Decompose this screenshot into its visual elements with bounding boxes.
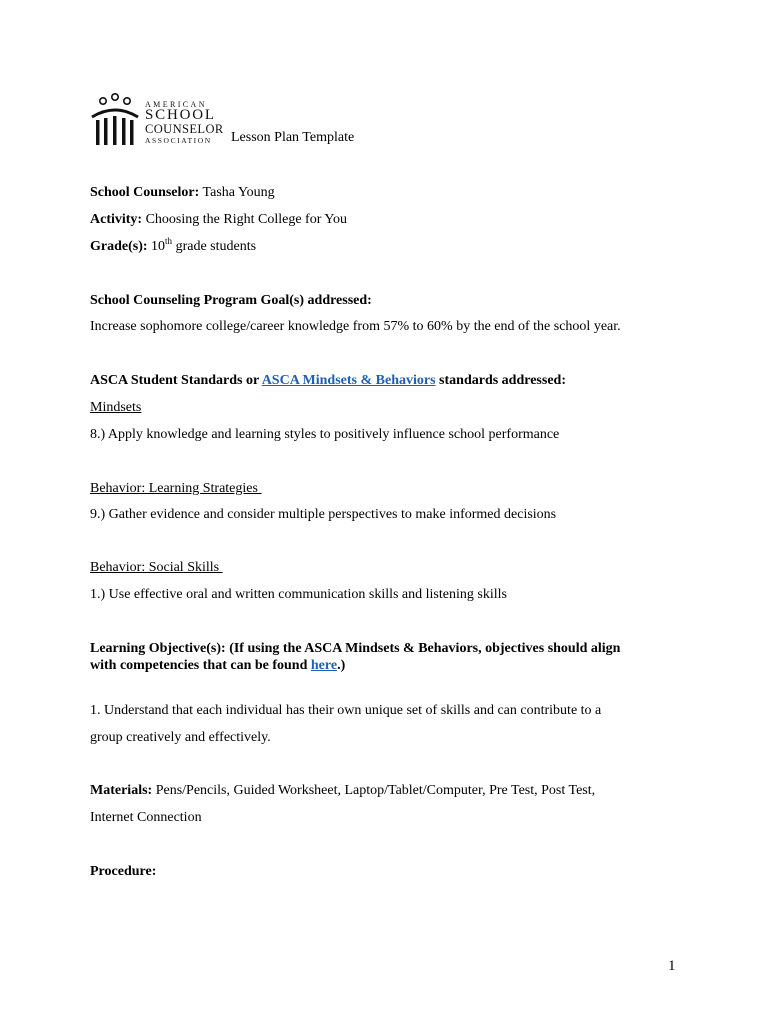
logo-text-american: AMERICAN — [145, 100, 207, 109]
asca-logo — [90, 93, 230, 147]
behavior-learning-label: Behavior: Learning Strategies — [90, 481, 262, 496]
grade-label: Grade(s): — [90, 239, 148, 254]
objectives-heading-line2-pre: with competencies that can be found — [90, 658, 311, 673]
materials-value-line2: Internet Connection — [90, 810, 202, 825]
materials-label: Materials: — [90, 783, 153, 798]
standards-heading-pre: ASCA Student Standards or — [90, 373, 262, 388]
page-number: 1 — [668, 958, 676, 974]
program-goal-heading: School Counseling Program Goal(s) addressed: — [90, 293, 372, 308]
objectives-heading-line1: Learning Objective(s): (If using the ASCA Mindsets & Behaviors, objectives should align — [90, 641, 621, 656]
mindsets-item: 8.) Apply knowledge and learning styles to positively influence school performance — [90, 427, 560, 442]
materials-line1 — [90, 782, 595, 800]
procedure-label: Procedure: — [90, 864, 157, 879]
grade-value-text: grade students — [172, 239, 257, 254]
document-title: Lesson Plan Template — [231, 130, 355, 145]
standards-heading-post: standards addressed: — [435, 373, 566, 388]
logo-text-association: ASSOCIATION — [145, 136, 212, 145]
asca-logo-emblem — [90, 93, 140, 147]
logo-text-school: SCHOOL — [145, 107, 216, 123]
grade-line — [90, 238, 256, 256]
behavior-social-label: Behavior: Social Skills — [90, 560, 223, 575]
mindsets-label: Mindsets — [90, 400, 142, 415]
objectives-heading-line2 — [90, 657, 345, 675]
grade-value-number: 10 — [147, 239, 166, 254]
counselor-label: School Counselor: — [90, 185, 200, 200]
objective-item-line1: 1. Understand that each individual has their own unique set of skills and can contribute to a — [90, 703, 602, 718]
counselor-line — [90, 184, 275, 202]
objectives-heading-line2-post: .) — [337, 658, 346, 673]
grade-superscript: th — [165, 236, 173, 246]
behavior-social-item: 1.) Use effective oral and written communication skills and listening skills — [90, 587, 507, 602]
materials-value-line1: Pens/Pencils, Guided Worksheet, Laptop/Tablet/Computer, Pre Test, Post Test, — [152, 783, 596, 798]
competencies-here-link[interactable]: here — [310, 658, 338, 673]
activity-line — [90, 211, 347, 229]
activity-label: Activity: — [90, 212, 143, 227]
program-goal-text: Increase sophomore college/career knowledge from 57% to 60% by the end of the school year. — [90, 319, 621, 334]
logo-text-counselor: COUNSELOR — [145, 122, 224, 136]
activity-value: Choosing the Right College for You — [142, 212, 348, 227]
objective-item-line2: group creatively and effectively. — [90, 730, 271, 745]
asca-mindsets-behaviors-link[interactable]: ASCA Mindsets & Behaviors — [261, 373, 436, 388]
standards-heading — [90, 372, 566, 390]
counselor-value: Tasha Young — [199, 185, 275, 200]
behavior-learning-item: 9.) Gather evidence and consider multiple perspectives to make informed decisions — [90, 507, 557, 522]
